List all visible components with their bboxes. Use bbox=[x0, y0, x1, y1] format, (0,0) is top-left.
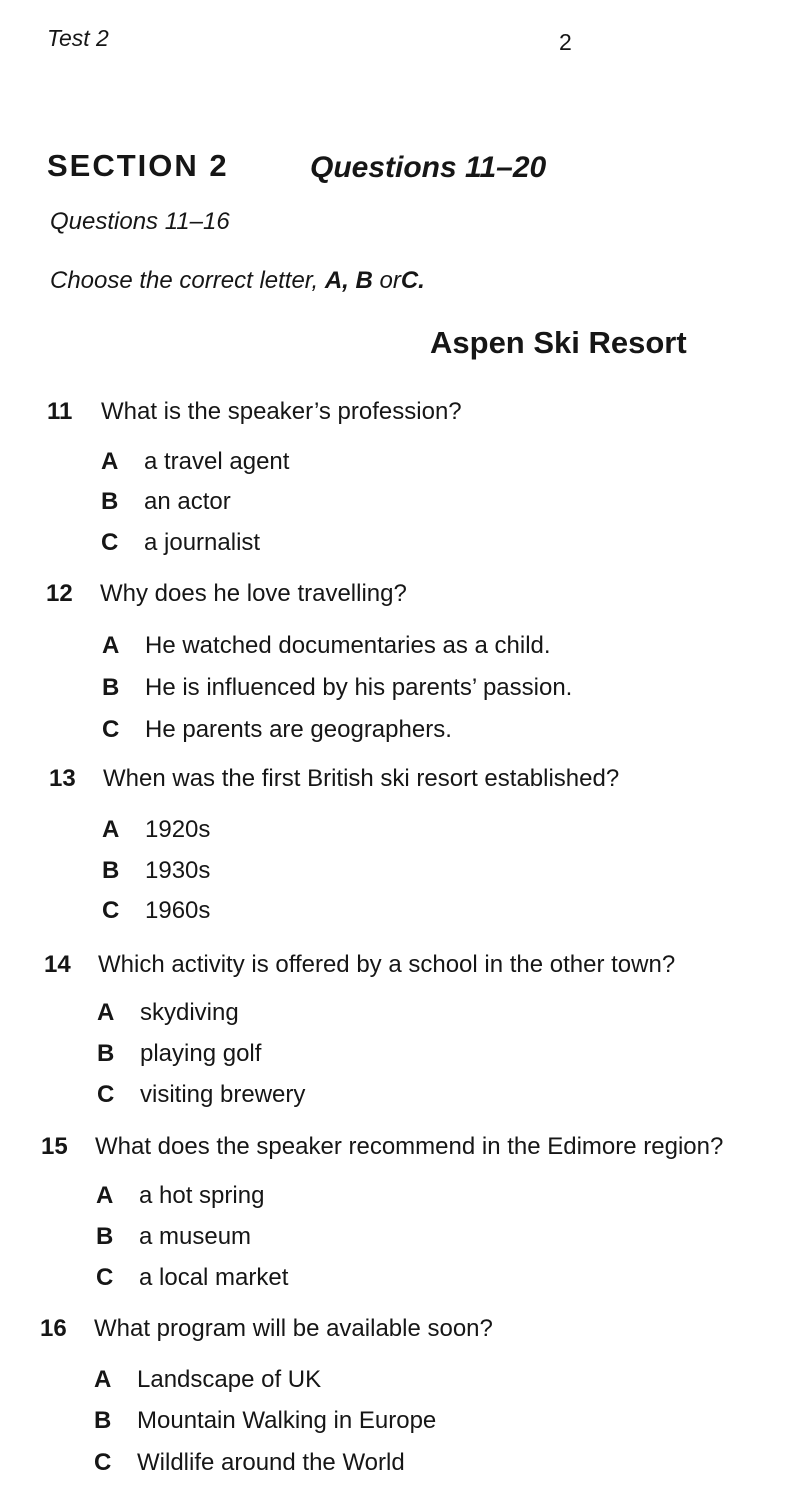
question-text: What program will be available soon? bbox=[94, 1315, 493, 1342]
option-text: Wildlife around the World bbox=[137, 1449, 405, 1476]
question-row bbox=[44, 950, 799, 980]
test-label: Test 2 bbox=[47, 25, 109, 51]
option-letter: C bbox=[102, 897, 120, 924]
option-letter: B bbox=[97, 1040, 115, 1067]
option-letter: C bbox=[96, 1264, 114, 1291]
question-text: Why does he love travelling? bbox=[100, 580, 407, 607]
option-letter: A bbox=[94, 1366, 112, 1393]
instruction-letter-c: C. bbox=[400, 267, 425, 294]
question-15 bbox=[41, 1132, 799, 1291]
option-text: a hot spring bbox=[139, 1182, 265, 1209]
option-letter: B bbox=[102, 857, 120, 884]
option-letter: B bbox=[102, 674, 120, 701]
question-number: 12 bbox=[46, 580, 73, 607]
option-text: visiting brewery bbox=[140, 1081, 306, 1108]
question-row bbox=[47, 397, 799, 427]
option-text: He watched documentaries as a child. bbox=[145, 632, 551, 659]
option-text: an actor bbox=[144, 488, 231, 515]
question-number: 16 bbox=[40, 1315, 67, 1342]
sub-questions-range: Questions 11–16 bbox=[50, 208, 230, 235]
page-number: 2 bbox=[559, 29, 572, 55]
instruction-or: or bbox=[379, 267, 401, 294]
option-text: Landscape of UK bbox=[137, 1366, 322, 1393]
question-text: Which activity is offered by a school in the other town? bbox=[98, 951, 676, 978]
question-number: 11 bbox=[47, 398, 73, 425]
option-letter: B bbox=[96, 1223, 114, 1250]
option-letter: C bbox=[102, 716, 120, 743]
option-letter: B bbox=[101, 488, 119, 515]
instruction bbox=[50, 266, 425, 296]
option-letter: C bbox=[94, 1449, 112, 1476]
option-letter: A bbox=[101, 448, 119, 475]
option-text: a travel agent bbox=[144, 448, 290, 475]
question-row bbox=[41, 1132, 799, 1162]
option-letter: A bbox=[102, 816, 120, 843]
option-letter: A bbox=[96, 1182, 114, 1209]
option-letter: A bbox=[97, 999, 115, 1026]
instruction-letter-a: A, bbox=[324, 267, 349, 294]
question-row bbox=[49, 764, 799, 794]
option-text: playing golf bbox=[140, 1040, 262, 1067]
option-text: a local market bbox=[139, 1264, 289, 1291]
section-questions-range: Questions 11–20 bbox=[310, 151, 547, 184]
option-letter: C bbox=[97, 1081, 115, 1108]
question-13 bbox=[49, 764, 799, 924]
option-text: a journalist bbox=[144, 529, 261, 556]
option-text: Mountain Walking in Europe bbox=[137, 1407, 437, 1434]
option-text: 1960s bbox=[145, 897, 211, 924]
question-text: When was the first British ski resort established? bbox=[103, 765, 620, 792]
question-text: What is the speaker’s profession? bbox=[101, 398, 462, 425]
option-letter: B bbox=[94, 1407, 112, 1434]
question-14 bbox=[44, 950, 799, 1108]
section-title: SECTION 2 bbox=[47, 148, 229, 183]
question-number: 14 bbox=[44, 951, 71, 978]
option-text: He is influenced by his parents’ passion. bbox=[145, 674, 573, 701]
instruction-prefix: Choose the correct letter, bbox=[50, 267, 319, 294]
question-row bbox=[40, 1314, 799, 1344]
question-16 bbox=[40, 1314, 799, 1476]
option-letter: A bbox=[102, 632, 120, 659]
option-text: He parents are geographers. bbox=[145, 716, 452, 743]
document-title: Aspen Ski Resort bbox=[430, 325, 687, 360]
option-text: skydiving bbox=[140, 999, 239, 1026]
question-12 bbox=[46, 579, 799, 743]
question-text: What does the speaker recommend in the Edimore region? bbox=[95, 1133, 724, 1160]
question-row bbox=[46, 579, 799, 609]
question-11 bbox=[47, 397, 799, 556]
option-text: 1920s bbox=[145, 816, 211, 843]
question-number: 15 bbox=[41, 1133, 68, 1160]
option-text: 1930s bbox=[145, 857, 211, 884]
option-letter: C bbox=[101, 529, 119, 556]
instruction-letter-b: B bbox=[355, 267, 373, 294]
question-number: 13 bbox=[49, 765, 76, 792]
option-text: a museum bbox=[139, 1223, 252, 1250]
